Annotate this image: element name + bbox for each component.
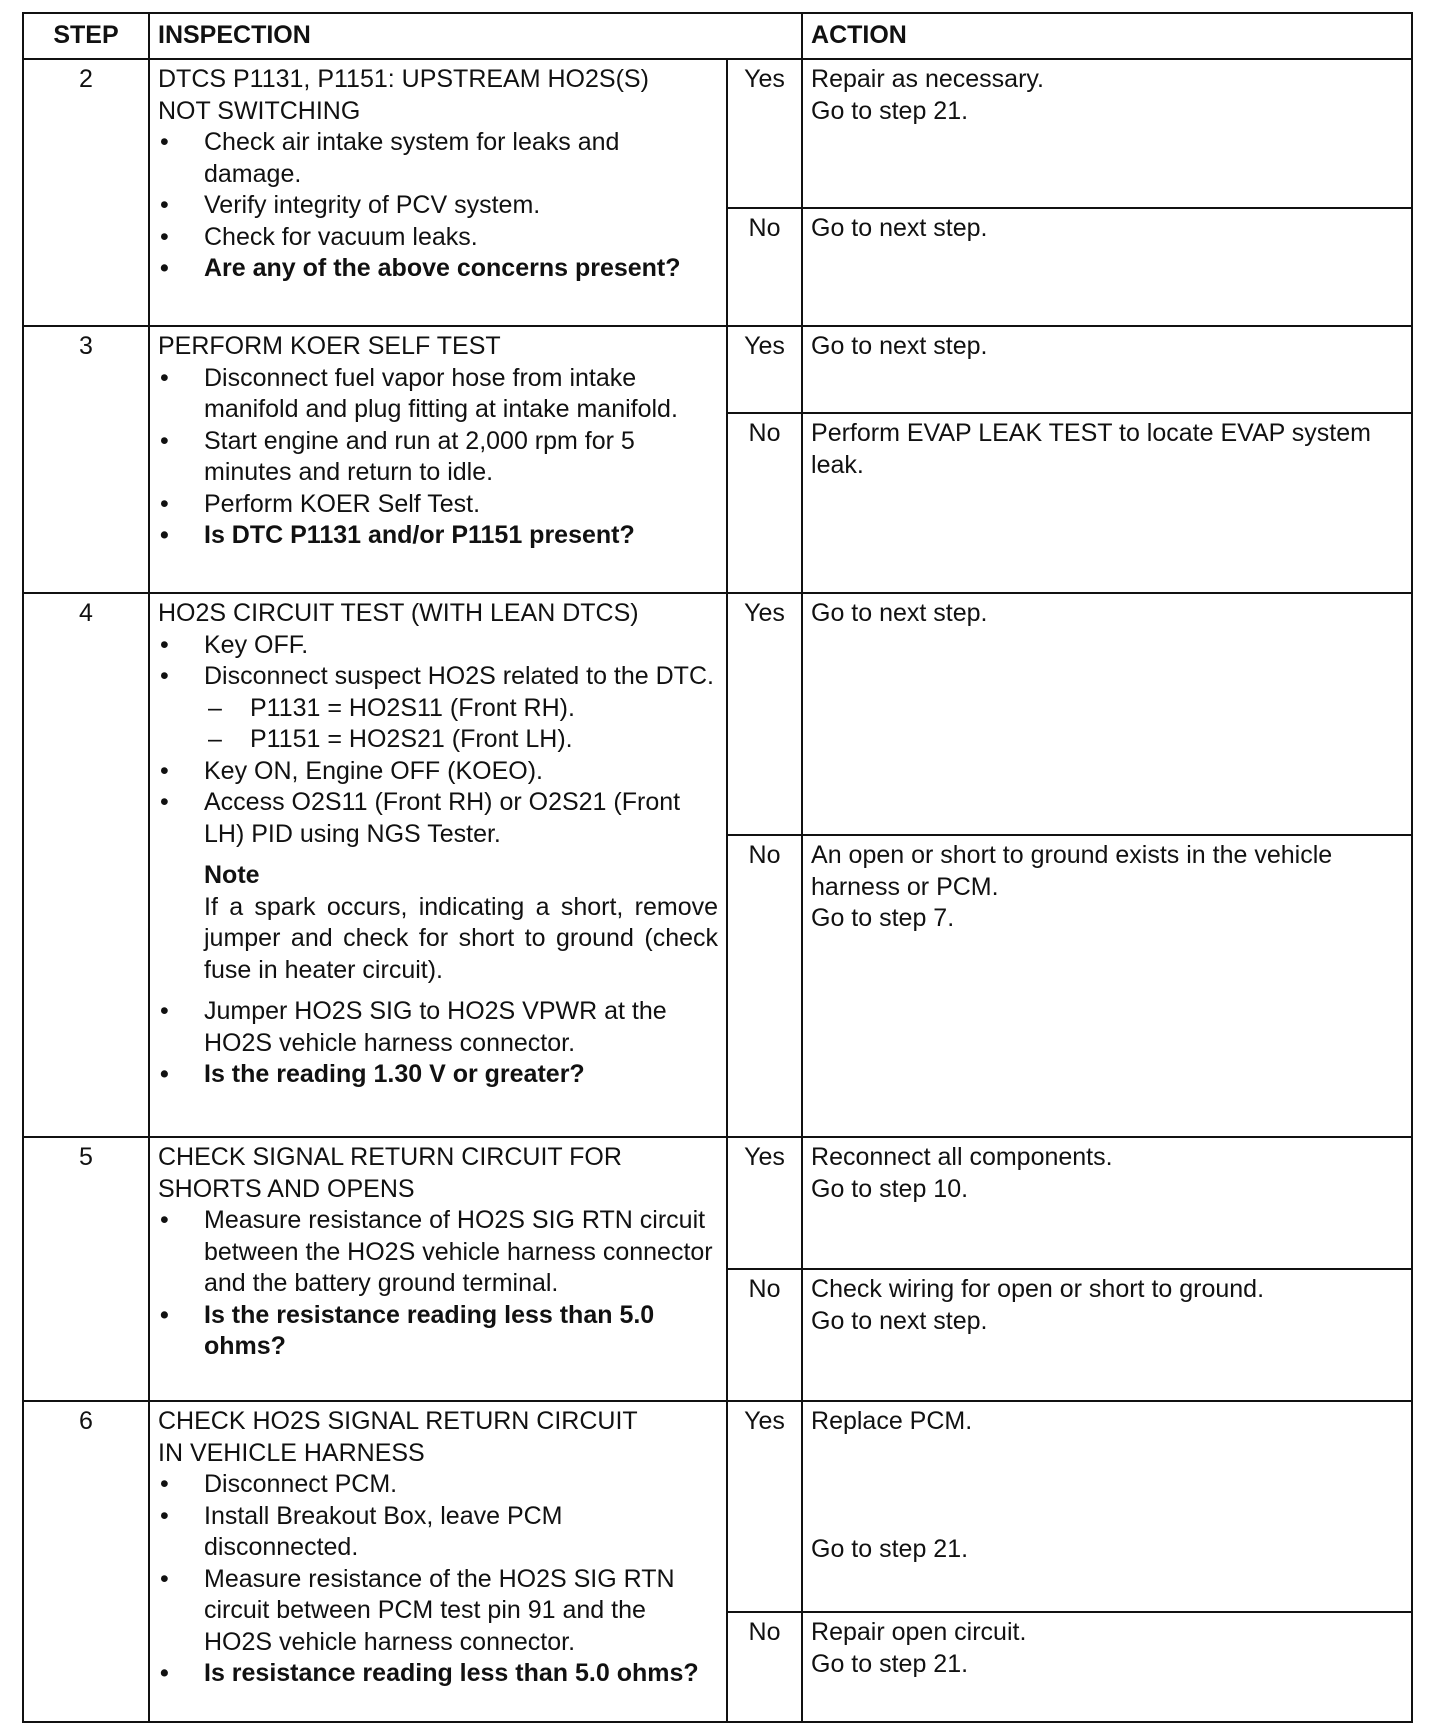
inspection-title: CHECK SIGNAL RETURN CIRCUIT FOR bbox=[158, 1143, 622, 1171]
action-line: Repair open circuit. bbox=[811, 1618, 1027, 1646]
yes-label: Yes bbox=[727, 59, 802, 208]
inspection-cell bbox=[149, 593, 727, 1137]
yes-label: Yes bbox=[727, 1401, 802, 1612]
action-line: Go to step 21. bbox=[811, 1534, 969, 1563]
inspection-title: HO2S CIRCUIT TEST (WITH LEAN DTCS) bbox=[158, 599, 639, 627]
table-row bbox=[23, 59, 1412, 208]
action-line: Go to next step. bbox=[811, 214, 988, 242]
yes-action bbox=[802, 1401, 1412, 1612]
action-line: An open or short to ground exists in the vehicle harness or PCM. bbox=[811, 841, 1333, 901]
inspection-cell bbox=[149, 326, 727, 593]
yes-label: Yes bbox=[727, 593, 802, 835]
list-item: • Disconnect fuel vapor hose from intake manifold and plug fitting at intake manifold. bbox=[158, 363, 718, 426]
yes-label: Yes bbox=[727, 1137, 802, 1269]
inspection-title: CHECK HO2S SIGNAL RETURN CIRCUIT bbox=[158, 1407, 638, 1435]
table-row bbox=[23, 1401, 1412, 1612]
inspection-title: IN VEHICLE HARNESS bbox=[158, 1438, 425, 1467]
inspection-cell bbox=[149, 1137, 727, 1401]
list-item: • Jumper HO2S SIG to HO2S VPWR at the HO2S vehicle harness connector. bbox=[158, 996, 718, 1059]
step-number: 5 bbox=[23, 1137, 149, 1401]
no-action bbox=[802, 208, 1412, 326]
action-line: Go to step 21. bbox=[811, 1649, 969, 1678]
inspection-cell bbox=[149, 59, 727, 326]
step-number: 2 bbox=[23, 59, 149, 326]
list-item: • Check air intake system for leaks and damage. bbox=[158, 127, 718, 190]
header-row bbox=[23, 13, 1412, 59]
no-label: No bbox=[727, 835, 802, 1137]
inspection-question: • Is the reading 1.30 V or greater? bbox=[158, 1059, 718, 1091]
table-row bbox=[23, 593, 1412, 835]
note-title: Note bbox=[204, 861, 260, 889]
action-line: Go to step 21. bbox=[811, 96, 969, 125]
inspection-column-header: INSPECTION bbox=[149, 13, 802, 59]
diagnostic-table bbox=[22, 12, 1413, 1723]
yes-action bbox=[802, 59, 1412, 208]
inspection-question: • Is resistance reading less than 5.0 ohms? bbox=[158, 1658, 718, 1690]
note-block bbox=[158, 860, 718, 986]
inspection-question: • Is DTC P1131 and/or P1151 present? bbox=[158, 520, 718, 552]
action-column-header: ACTION bbox=[802, 13, 1412, 59]
action-line: Perform EVAP LEAK TEST to locate EVAP system leak. bbox=[811, 419, 1371, 479]
no-action bbox=[802, 1612, 1412, 1722]
yes-action bbox=[802, 1137, 1412, 1269]
table-row bbox=[23, 1137, 1412, 1269]
list-item: • Perform KOER Self Test. bbox=[158, 489, 718, 521]
list-item: • Measure resistance of HO2S SIG RTN circuit between the HO2S vehicle harness connector and the battery ground terminal. bbox=[158, 1205, 718, 1300]
inspection-title: SHORTS AND OPENS bbox=[158, 1174, 415, 1203]
list-item: • Access O2S11 (Front RH) or O2S21 (Front LH) PID using NGS Tester. bbox=[158, 787, 718, 850]
spacer bbox=[811, 1438, 1403, 1534]
action-line: Reconnect all components. bbox=[811, 1143, 1113, 1171]
yes-action bbox=[802, 593, 1412, 835]
action-line: Go to next step. bbox=[811, 599, 988, 627]
list-item: • Disconnect suspect HO2S related to the DTC. bbox=[158, 661, 718, 693]
list-item: • Start engine and run at 2,000 rpm for 5 minutes and return to idle. bbox=[158, 426, 718, 489]
inspection-title: PERFORM KOER SELF TEST bbox=[158, 332, 501, 360]
list-item: • Key ON, Engine OFF (KOEO). bbox=[158, 756, 718, 788]
action-line: Check wiring for open or short to ground. bbox=[811, 1275, 1265, 1303]
no-action bbox=[802, 1269, 1412, 1401]
action-line: Replace PCM. bbox=[811, 1407, 973, 1435]
inspection-cell bbox=[149, 1401, 727, 1722]
step-number: 4 bbox=[23, 593, 149, 1137]
list-item: • Key OFF. bbox=[158, 630, 718, 662]
no-label: No bbox=[727, 1269, 802, 1401]
inspection-question: • Are any of the above concerns present? bbox=[158, 253, 718, 285]
no-label: No bbox=[727, 413, 802, 593]
step-number: 3 bbox=[23, 326, 149, 593]
no-label: No bbox=[727, 1612, 802, 1722]
list-item: • Check for vacuum leaks. bbox=[158, 222, 718, 254]
note-text: If a spark occurs, indicating a short, remove jumper and check for short to ground (check fuse in heater circuit). bbox=[204, 892, 718, 984]
inspection-title: NOT SWITCHING bbox=[158, 96, 361, 125]
no-action bbox=[802, 835, 1412, 1137]
list-item: • Verify integrity of PCV system. bbox=[158, 190, 718, 222]
action-line: Go to next step. bbox=[811, 332, 988, 360]
step-column-header: STEP bbox=[23, 13, 149, 59]
inspection-title: DTCS P1131, P1151: UPSTREAM HO2S(S) bbox=[158, 65, 649, 93]
list-item: • Install Breakout Box, leave PCM disconnected. bbox=[158, 1501, 718, 1564]
step-number: 6 bbox=[23, 1401, 149, 1722]
sub-list-item: – P1151 = HO2S21 (Front LH). bbox=[158, 724, 718, 756]
sub-list-item: – P1131 = HO2S11 (Front RH). bbox=[158, 693, 718, 725]
action-line: Go to step 7. bbox=[811, 904, 955, 932]
yes-label: Yes bbox=[727, 326, 802, 413]
action-line: Go to step 10. bbox=[811, 1174, 969, 1203]
yes-action bbox=[802, 326, 1412, 413]
no-action bbox=[802, 413, 1412, 593]
inspection-question: • Is the resistance reading less than 5.0 ohms? bbox=[158, 1300, 718, 1363]
no-label: No bbox=[727, 208, 802, 326]
action-line: Go to next step. bbox=[811, 1306, 988, 1335]
list-item: • Measure resistance of the HO2S SIG RTN circuit between PCM test pin 91 and the HO2S vehicle harness connector. bbox=[158, 1564, 718, 1659]
action-line: Repair as necessary. bbox=[811, 65, 1044, 93]
table-row bbox=[23, 326, 1412, 413]
list-item: • Disconnect PCM. bbox=[158, 1469, 718, 1501]
